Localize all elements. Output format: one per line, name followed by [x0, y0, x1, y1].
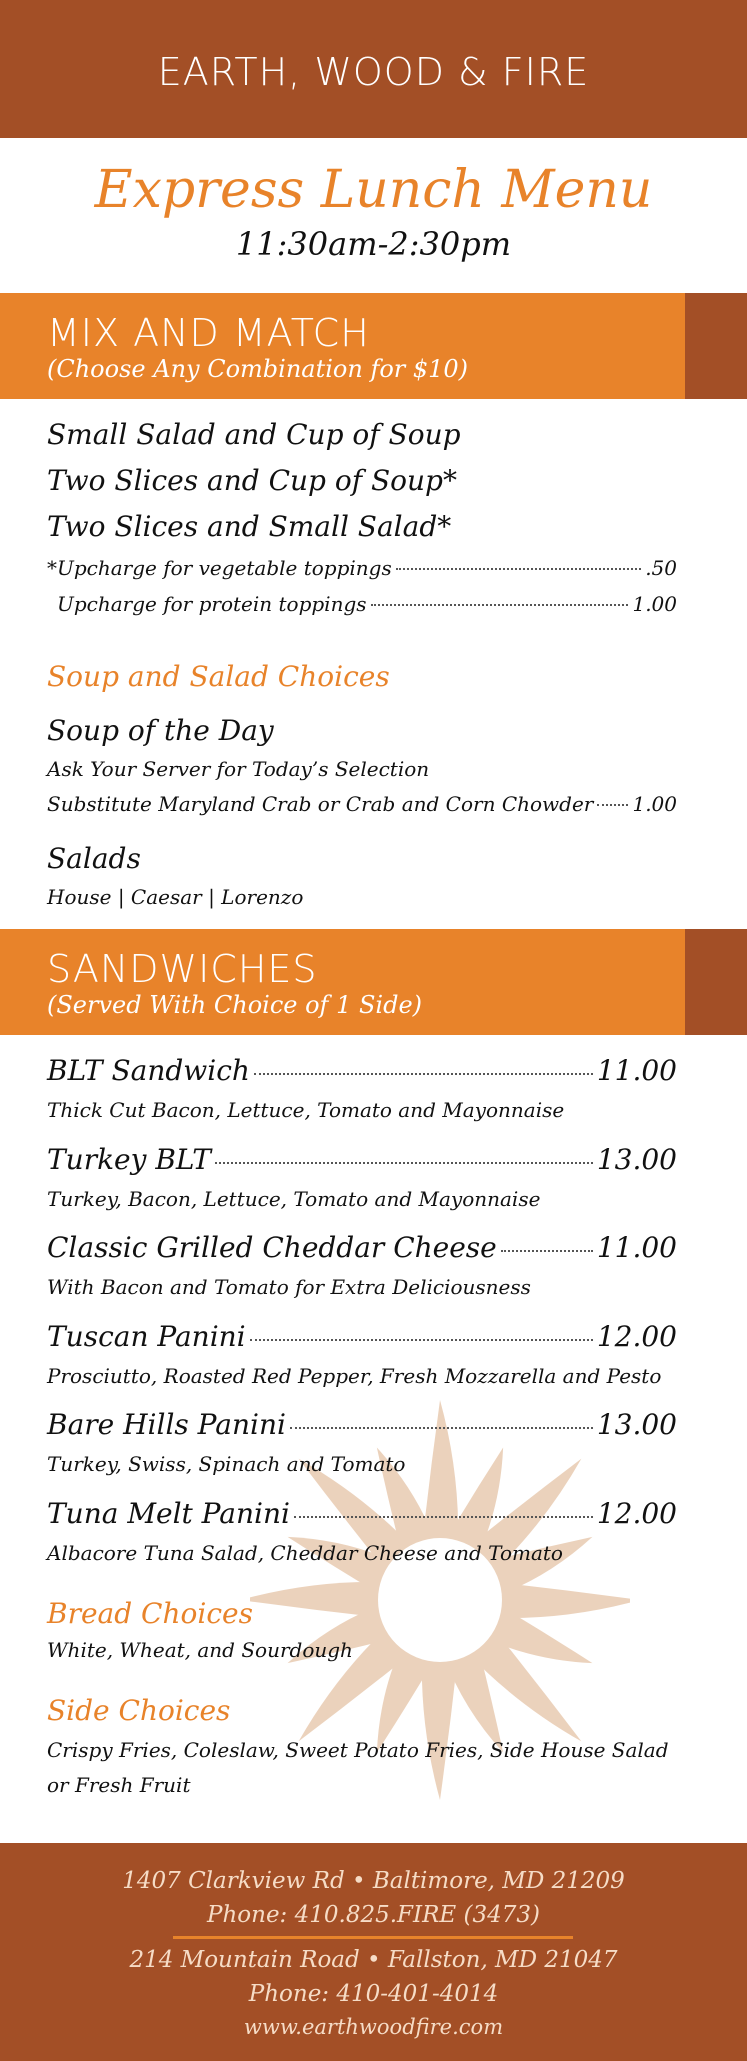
- sandwich-desc: Thick Cut Bacon, Lettuce, Tomato and Mayonnaise: [47, 1098, 565, 1122]
- sandwich-price: 12.00: [596, 1497, 677, 1530]
- sun-ray: [250, 1582, 385, 1618]
- sandwiches-title: SANDWICHES: [47, 947, 318, 991]
- sandwiches-band: [0, 929, 685, 1035]
- mix-band-accent: [685, 293, 747, 399]
- dot-leader: [371, 604, 629, 606]
- sandwich-name: Turkey BLT: [47, 1143, 211, 1176]
- sandwich-desc: Prosciutto, Roasted Red Pepper, Fresh Mozzarella and Pesto: [47, 1364, 662, 1388]
- upcharge-label: *Upcharge for vegetable toppings: [47, 556, 392, 580]
- sandwiches-band-accent: [685, 929, 747, 1035]
- upcharge-row: [57, 592, 677, 616]
- salads-title: Salads: [47, 842, 141, 875]
- sandwich-row: [47, 1231, 677, 1264]
- soup-sub-label: Substitute Maryland Crab or Crab and Corn Chowder: [47, 792, 594, 816]
- sandwich-price: 13.00: [596, 1143, 677, 1176]
- combo-item: Two Slices and Cup of Soup*: [47, 464, 457, 497]
- soup-sub-row: [47, 792, 677, 816]
- dot-leader: [501, 1250, 593, 1252]
- upcharge-price: 1.00: [632, 592, 677, 616]
- upcharge-label: Upcharge for protein toppings: [57, 592, 367, 616]
- sandwich-price: 12.00: [596, 1320, 677, 1353]
- mix-subtitle: (Choose Any Combination for $10): [47, 355, 469, 383]
- dot-leader: [294, 1516, 593, 1518]
- website-link[interactable]: www.earthwoodfire.com: [243, 2015, 504, 2039]
- sandwiches-subtitle: (Served With Choice of 1 Side): [47, 991, 423, 1019]
- side-heading: Side Choices: [47, 1694, 231, 1727]
- sandwich-name: Bare Hills Panini: [47, 1408, 286, 1441]
- page-title: Express Lunch Menu: [94, 160, 653, 220]
- address-baltimore: 1407 Clarkview Rd • Baltimore, MD 21209: [122, 1868, 625, 1894]
- sandwich-desc: Turkey, Swiss, Spinach and Tomato: [47, 1452, 406, 1476]
- sun-ray: [422, 1655, 458, 1800]
- dot-leader: [215, 1162, 593, 1164]
- dot-leader: [396, 568, 641, 570]
- upcharge-price: .50: [645, 556, 677, 580]
- hours-text: 11:30am-2:30pm: [235, 225, 512, 263]
- dot-leader: [250, 1339, 593, 1341]
- sandwich-desc: Turkey, Bacon, Lettuce, Tomato and Mayonnaise: [47, 1187, 541, 1211]
- upcharge-row: [47, 556, 677, 580]
- sandwich-name: Tuscan Panini: [47, 1320, 246, 1353]
- mix-title: MIX AND MATCH: [47, 311, 370, 355]
- sandwich-row: [47, 1143, 677, 1176]
- combo-item: Small Salad and Cup of Soup: [47, 418, 461, 451]
- footer-divider: [173, 1936, 573, 1939]
- phone-baltimore: Phone: 410.825.FIRE (3473): [207, 1902, 540, 1928]
- soup-salad-heading: Soup and Salad Choices: [47, 660, 390, 693]
- salads-desc: House | Caesar | Lorenzo: [47, 885, 304, 909]
- sandwich-price: 11.00: [596, 1054, 677, 1087]
- sandwich-row: [47, 1054, 677, 1087]
- bread-desc: White, Wheat, and Sourdough: [47, 1638, 353, 1662]
- sandwich-desc: With Bacon and Tomato for Extra Deliciousness: [47, 1275, 531, 1299]
- side-desc: or Fresh Fruit: [47, 1773, 191, 1797]
- soup-sub-price: 1.00: [632, 792, 677, 816]
- mix-band: [0, 293, 685, 399]
- bread-heading: Bread Choices: [47, 1597, 253, 1630]
- soup-title: Soup of the Day: [47, 714, 274, 747]
- sandwich-price: 11.00: [596, 1231, 677, 1264]
- soup-desc: Ask Your Server for Today’s Selection: [47, 757, 430, 781]
- sandwich-desc: Albacore Tuna Salad, Cheddar Cheese and Tomato: [47, 1541, 563, 1565]
- combo-item: Two Slices and Small Salad*: [47, 510, 452, 543]
- dot-leader: [254, 1073, 593, 1075]
- dot-leader: [597, 804, 628, 806]
- sandwich-price: 13.00: [596, 1408, 677, 1441]
- side-desc: Crispy Fries, Coleslaw, Sweet Potato Fries, Side House Salad: [47, 1738, 669, 1762]
- brand-logo-text: EARTH, WOOD & FIRE: [157, 50, 590, 94]
- sandwich-row: [47, 1408, 677, 1441]
- sandwich-name: BLT Sandwich: [47, 1054, 250, 1087]
- sandwich-name: Tuna Melt Panini: [47, 1497, 290, 1530]
- sandwich-row: [47, 1497, 677, 1530]
- sandwich-name: Classic Grilled Cheddar Cheese: [47, 1231, 497, 1264]
- dot-leader: [290, 1427, 593, 1429]
- address-fallston: 214 Mountain Road • Fallston, MD 21047: [129, 1947, 618, 1973]
- phone-fallston: Phone: 410-401-4014: [248, 1981, 499, 2007]
- sandwich-row: [47, 1320, 677, 1353]
